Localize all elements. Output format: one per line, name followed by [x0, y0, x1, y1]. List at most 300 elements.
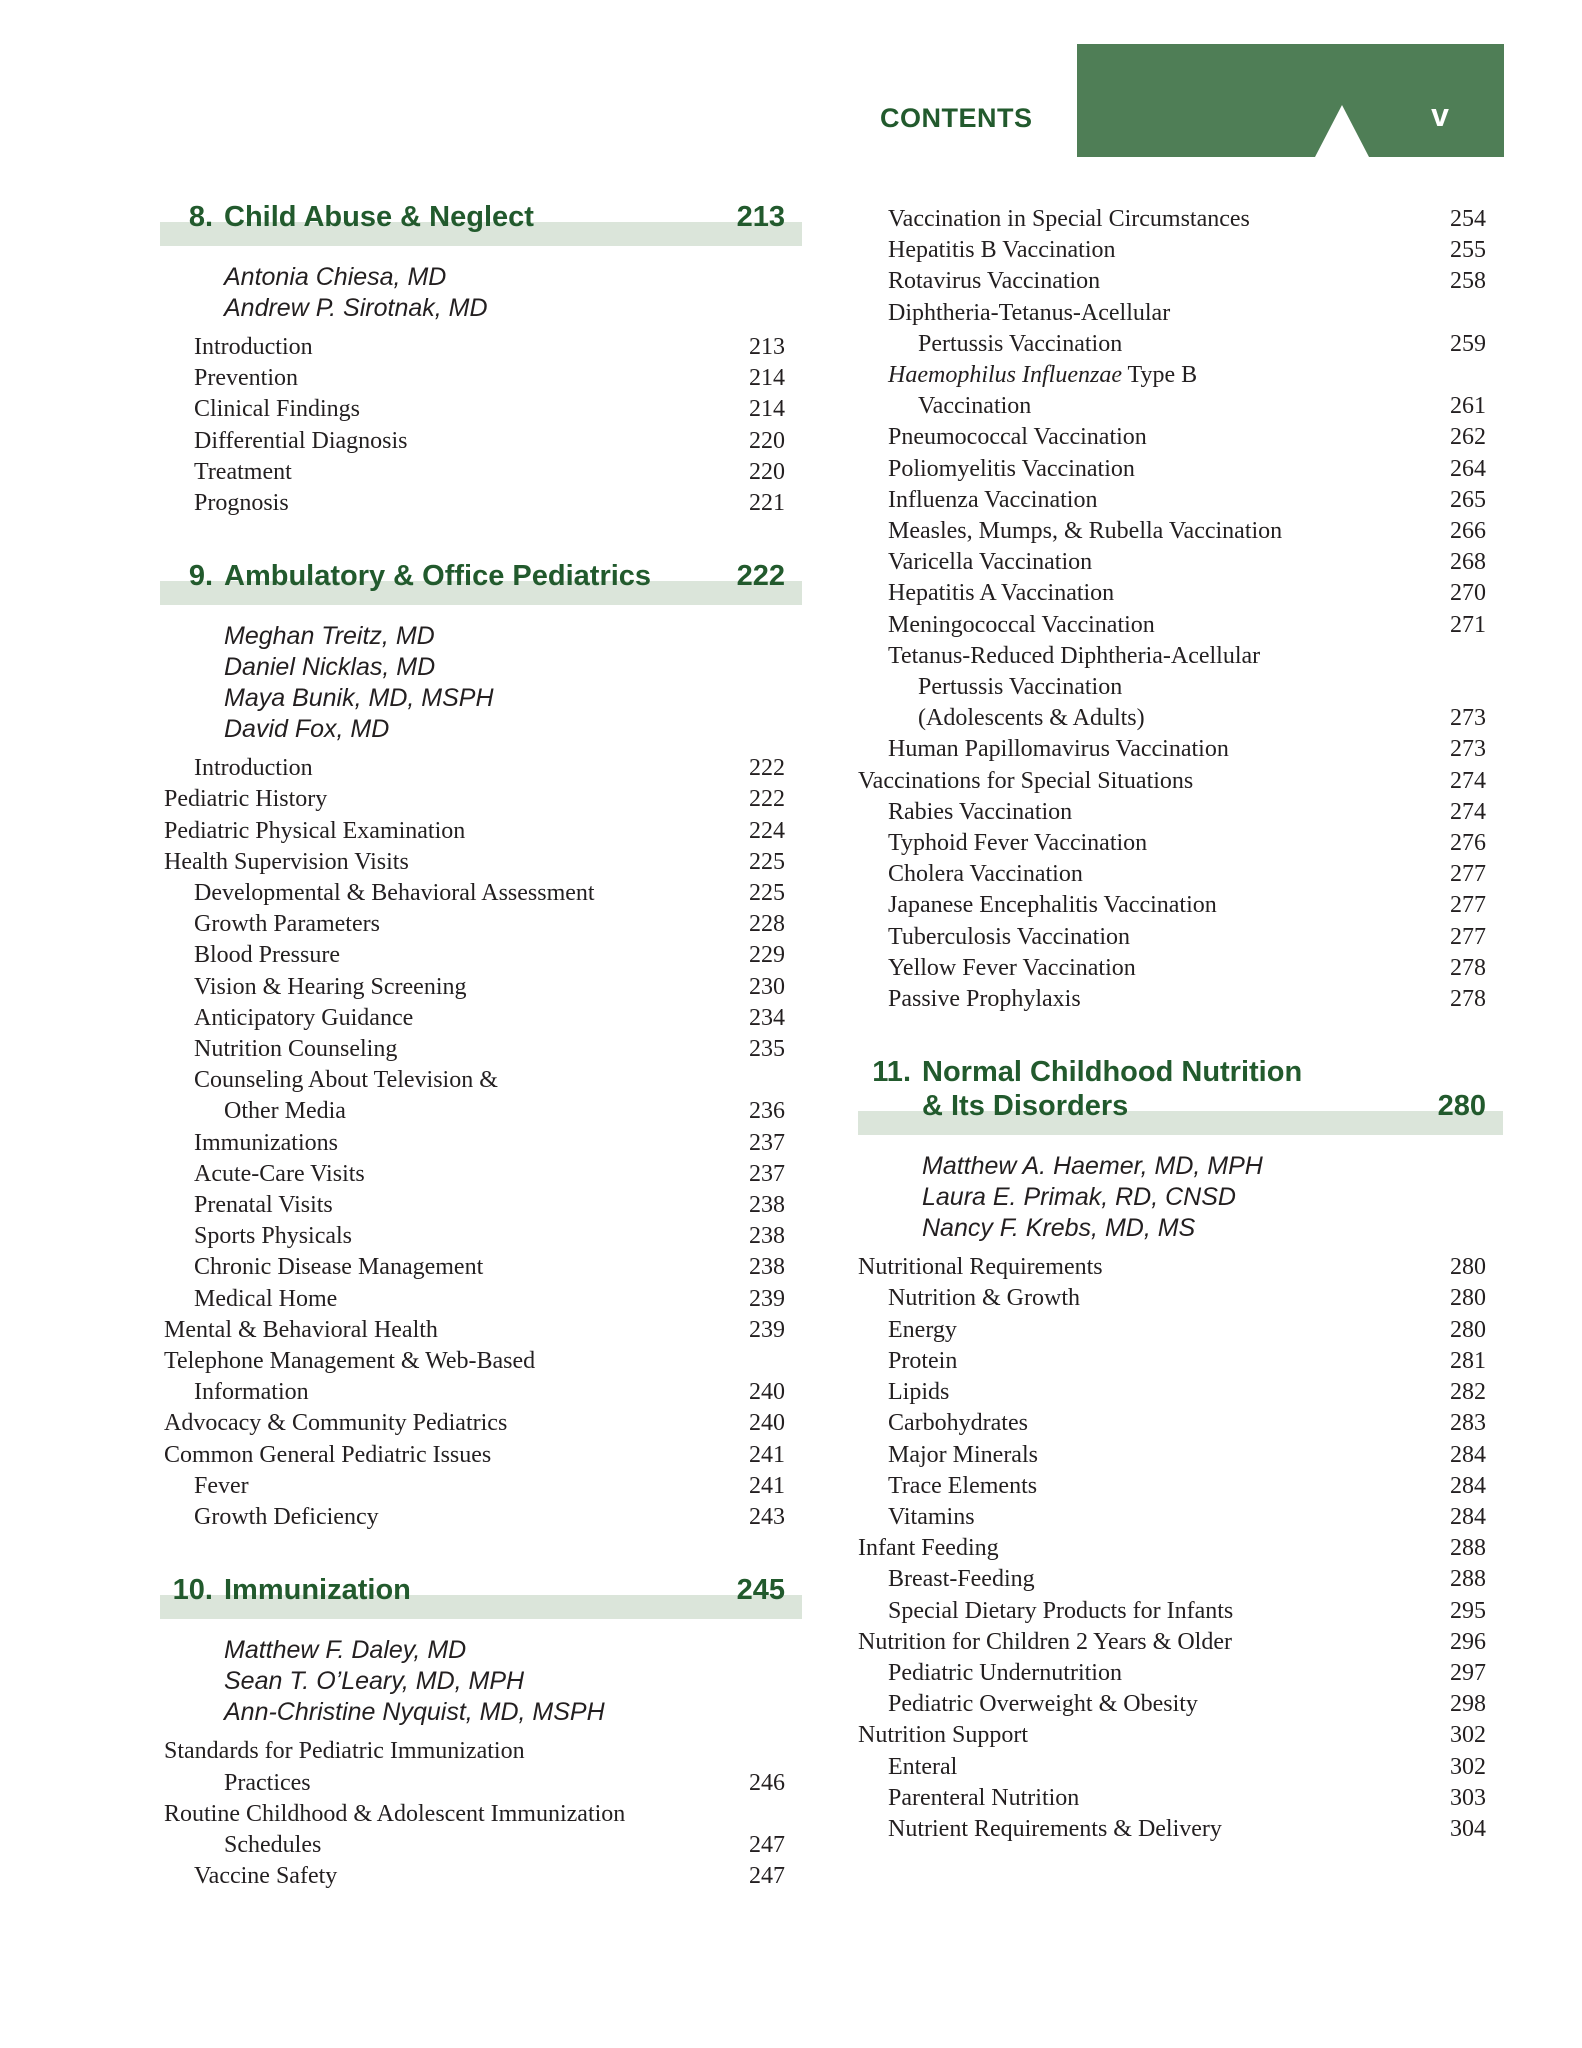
chapter-block [160, 559, 802, 1533]
chapter-spacer [858, 1015, 1503, 1055]
toc-entry-title [160, 1799, 725, 1861]
toc-entry-page: 258 [1450, 268, 1486, 295]
chapter-number: 10. [172, 1574, 213, 1607]
toc-entry[interactable] [858, 1814, 1503, 1845]
toc-entry-line: Growth Parameters [194, 911, 380, 938]
toc-entry-page: 237 [749, 1160, 785, 1187]
toc-entry-line: Haemophilus Influenzae Type B [888, 362, 1198, 389]
toc-entry[interactable] [858, 922, 1503, 953]
toc-entry-list [160, 332, 802, 519]
toc-entry[interactable] [858, 1252, 1503, 1283]
toc-entry-page: 284 [1450, 1472, 1486, 1499]
toc-entry-page: 278 [1450, 986, 1486, 1013]
toc-entry-page: 288 [1450, 1535, 1486, 1562]
toc-entry[interactable] [160, 1346, 802, 1408]
toc-entry-line: Rotavirus Vaccination [888, 268, 1101, 295]
toc-entry-line: Vaccinations for Special Situations [858, 767, 1194, 794]
toc-entry-page: 228 [749, 911, 785, 938]
toc-entry-line: Developmental & Behavioral Assessment [194, 880, 595, 907]
toc-entry-page: 283 [1450, 1410, 1486, 1437]
toc-entry-page: 246 [749, 1769, 785, 1796]
toc-entry-title [858, 1408, 1426, 1439]
chapter-number: 8. [188, 201, 213, 233]
toc-entry-title [858, 610, 1426, 641]
toc-entry-line: Introduction [194, 334, 313, 360]
toc-entry[interactable] [858, 953, 1503, 984]
toc-entry-page: 273 [1450, 736, 1486, 763]
chapter-block [160, 1573, 802, 1892]
toc-entry[interactable] [858, 1564, 1503, 1595]
toc-entry-page: 240 [749, 1410, 785, 1437]
toc-entry-page: 214 [749, 396, 785, 423]
chapter-title-text: Immunization [224, 1574, 411, 1607]
toc-entry-line: Common General Pediatric Issues [164, 1441, 492, 1468]
toc-entry[interactable] [160, 784, 802, 815]
toc-entry-page: 239 [749, 1316, 785, 1343]
toc-entry-line: Immunizations [194, 1129, 338, 1156]
toc-entry-title [160, 1440, 725, 1471]
toc-entry[interactable] [858, 1752, 1503, 1783]
toc-entry-title [160, 1284, 725, 1315]
chapter-heading[interactable] [160, 559, 802, 593]
toc-entry-line: Clinical Findings [194, 396, 361, 423]
toc-entry-page: 247 [749, 1863, 785, 1890]
toc-entry-title [858, 204, 1426, 235]
toc-entry-line: Introduction [194, 755, 313, 782]
chapter-title-text: Ambulatory & Office Pediatrics [224, 560, 652, 593]
toc-entry-title [858, 1814, 1426, 1845]
toc-entry-line: Lipids [888, 1379, 950, 1406]
toc-entry[interactable] [858, 485, 1503, 516]
toc-entry-line: Vitamins [888, 1503, 975, 1530]
toc-entry-line: Information [194, 1379, 309, 1406]
toc-entry-line: Routine Childhood & Adolescent Immunization [164, 1800, 626, 1827]
toc-entry-line: Blood Pressure [194, 942, 340, 969]
toc-entry-line: Nutrition Support [858, 1722, 1029, 1749]
toc-entry-page: 277 [1450, 923, 1486, 950]
toc-entry-page: 221 [749, 490, 785, 517]
toc-entry-title [160, 878, 725, 909]
toc-entry-page: 274 [1450, 798, 1486, 825]
toc-entry[interactable] [858, 1408, 1503, 1439]
toc-entry[interactable] [160, 940, 802, 971]
toc-entry[interactable] [160, 1284, 802, 1315]
toc-entry-line: Advocacy & Community Pediatrics [164, 1410, 508, 1437]
toc-entry-page: 262 [1450, 424, 1486, 451]
toc-entry[interactable] [858, 1440, 1503, 1471]
toc-entry-list [858, 1252, 1503, 1845]
toc-entry-line: Tuberculosis Vaccination [888, 923, 1130, 950]
toc-entry-line: Other Media [224, 1098, 346, 1125]
toc-entry-title [858, 578, 1426, 609]
toc-entry-title [858, 1783, 1426, 1814]
toc-entry-title [858, 1346, 1426, 1377]
chapter-spacer [160, 519, 802, 559]
toc-entry-page: 230 [749, 973, 785, 1000]
toc-entry-title [160, 1252, 725, 1283]
toc-entry-title [160, 1736, 725, 1798]
toc-entry-line: Pediatric Undernutrition [888, 1659, 1122, 1686]
toc-entry-title [858, 1533, 1426, 1564]
toc-entry-title [858, 1252, 1426, 1283]
toc-entry[interactable] [160, 1252, 802, 1283]
toc-entry[interactable] [858, 797, 1503, 828]
toc-entry[interactable] [160, 1736, 802, 1798]
chapter-authors [213, 1635, 802, 1728]
toc-entry-line: Nutrient Requirements & Delivery [888, 1815, 1222, 1842]
toc-entry[interactable] [858, 1689, 1503, 1720]
toc-entry[interactable] [858, 454, 1503, 485]
toc-entry-page: 268 [1450, 549, 1486, 576]
chapter-heading[interactable] [858, 1055, 1503, 1089]
toc-entry-line: Diphtheria-Tetanus-Acellular [888, 299, 1171, 326]
toc-entry-page: 224 [749, 817, 785, 844]
toc-entry-line: Enteral [888, 1753, 958, 1780]
toc-entry-title [858, 235, 1426, 266]
toc-entry-page: 213 [749, 334, 785, 360]
chapter-block [160, 200, 802, 519]
toc-entry-page: 241 [749, 1472, 785, 1499]
toc-entry[interactable] [858, 1502, 1503, 1533]
chapter-heading[interactable] [160, 1573, 802, 1607]
toc-entry-title [160, 1159, 725, 1190]
toc-entry-title [858, 422, 1426, 453]
toc-entry[interactable] [858, 422, 1503, 453]
chapter-title-text: Child Abuse & Neglect [224, 201, 534, 233]
toc-entry-line: Carbohydrates [888, 1410, 1028, 1437]
toc-entry-line: Mental & Behavioral Health [164, 1316, 438, 1343]
chapter-block [858, 1055, 1503, 1845]
toc-entry[interactable] [160, 394, 802, 425]
chapter-page: 245 [736, 1574, 785, 1607]
author-name: Matthew F. Daley, MD [224, 1636, 467, 1665]
toc-entry-title [858, 984, 1426, 1015]
toc-entry-title [160, 753, 725, 784]
toc-entry-page: 281 [1450, 1347, 1486, 1374]
toc-entry[interactable] [160, 1065, 802, 1127]
toc-entry-title [858, 953, 1426, 984]
toc-entry[interactable] [160, 363, 802, 394]
chapter-heading[interactable] [160, 200, 802, 234]
toc-entry-title [160, 426, 725, 457]
toc-entry[interactable] [160, 457, 802, 488]
toc-entry[interactable] [858, 1658, 1503, 1689]
toc-entry-line: Vaccine Safety [194, 1863, 338, 1890]
toc-entry-line: Differential Diagnosis [194, 427, 408, 454]
toc-entry-title [858, 266, 1426, 297]
toc-entry-title [160, 394, 725, 425]
toc-entry-title [858, 1627, 1426, 1658]
toc-entry-title [858, 734, 1426, 765]
author-name: Meghan Treitz, MD [224, 622, 435, 651]
toc-entry-line: Vision & Hearing Screening [194, 973, 467, 1000]
toc-entry[interactable] [858, 204, 1503, 235]
toc-entry-line: Standards for Pediatric Immunization [164, 1738, 525, 1765]
toc-entry-line: Passive Prophylaxis [888, 986, 1081, 1013]
toc-entry[interactable] [160, 488, 802, 519]
toc-entry-title [160, 909, 725, 940]
toc-entry[interactable] [160, 1861, 802, 1892]
chapter-title-text [922, 1055, 1503, 1089]
chapter-heading-line2 [858, 1089, 1503, 1123]
author-name: Sean T. O’Leary, MD, MPH [224, 1667, 525, 1696]
toc-entry-line: Protein [888, 1347, 958, 1374]
author-name: Daniel Nicklas, MD [224, 653, 436, 682]
toc-entry-line: Major Minerals [888, 1441, 1038, 1468]
toc-entry-line: Trace Elements [888, 1472, 1038, 1499]
toc-entry-line: Practices [224, 1769, 311, 1796]
header-notch-decoration [1315, 105, 1369, 157]
toc-entry-title [858, 1689, 1426, 1720]
toc-entry-title [160, 1471, 725, 1502]
toc-entry-page: 240 [749, 1379, 785, 1406]
toc-entry-line: Special Dietary Products for Infants [888, 1597, 1234, 1624]
toc-entry-line: Sports Physicals [194, 1223, 353, 1250]
toc-entry-title [858, 1315, 1426, 1346]
toc-entry-title [858, 1502, 1426, 1533]
author-name: Nancy F. Krebs, MD, MS [922, 1214, 1196, 1243]
toc-entry[interactable] [160, 1159, 802, 1190]
toc-entry-title [858, 641, 1426, 735]
chapter-number: 9. [188, 560, 213, 593]
toc-entry[interactable] [858, 890, 1503, 921]
toc-entry-line: Nutritional Requirements [858, 1254, 1103, 1281]
toc-entry-page: 280 [1450, 1316, 1486, 1343]
toc-entry[interactable] [160, 426, 802, 457]
toc-entry[interactable] [858, 1627, 1503, 1658]
toc-entry-page: 278 [1450, 954, 1486, 981]
chapter-page: 213 [736, 201, 785, 233]
toc-entry-italic: Haemophilus Influenzae [888, 362, 1122, 389]
running-head-label: CONTENTS [880, 103, 1033, 133]
toc-entry[interactable] [858, 360, 1503, 422]
toc-entry-title [160, 332, 725, 363]
toc-entry-title [858, 1440, 1426, 1471]
toc-entry[interactable] [858, 766, 1503, 797]
toc-entry-page: 261 [1450, 393, 1486, 420]
toc-entry-page: 225 [749, 848, 785, 875]
toc-entry-page: 229 [749, 942, 785, 969]
toc-entry-line: Counseling About Television & [194, 1067, 498, 1094]
toc-entry-title [858, 1471, 1426, 1502]
toc-entry-page: 274 [1450, 767, 1486, 794]
toc-entry[interactable] [858, 1377, 1503, 1408]
toc-entry[interactable] [160, 1221, 802, 1252]
toc-entry-line: Tetanus-Reduced Diphtheria-Acellular [888, 642, 1261, 669]
toc-entry-page: 222 [749, 786, 785, 813]
toc-entry-title [858, 922, 1426, 953]
toc-entry[interactable] [160, 878, 802, 909]
toc-entry-line: Telephone Management & Web-Based [164, 1348, 536, 1375]
toc-entry-line: Pneumococcal Vaccination [888, 424, 1147, 451]
toc-entry-line: Prevention [194, 365, 298, 392]
toc-entry-title [160, 940, 725, 971]
toc-entry-line: Schedules [224, 1831, 322, 1858]
toc-entry-line: Parenteral Nutrition [888, 1784, 1080, 1811]
toc-entry[interactable] [858, 578, 1503, 609]
toc-entry[interactable] [858, 1783, 1503, 1814]
toc-entry-title [858, 360, 1426, 422]
toc-entry-title [160, 1190, 725, 1221]
toc-entry-page: 303 [1450, 1784, 1486, 1811]
toc-entry-line: Nutrition Counseling [194, 1036, 398, 1063]
toc-entry-line: Nutrition & Growth [888, 1285, 1080, 1312]
chapter-title-text: & Its Disorders [922, 1090, 1129, 1123]
toc-entry-line: Cholera Vaccination [888, 861, 1083, 888]
toc-entry-title [858, 1752, 1426, 1783]
toc-entry-title [160, 1502, 725, 1533]
toc-entry[interactable] [160, 1502, 802, 1533]
toc-entry-title [858, 298, 1426, 360]
toc-entry-line: Pediatric Overweight & Obesity [888, 1691, 1198, 1718]
toc-entry-line: Chronic Disease Management [194, 1254, 484, 1281]
toc-entry[interactable] [160, 816, 802, 847]
toc-entry-title [160, 1128, 725, 1159]
author-name: Antonia Chiesa, MD [224, 263, 447, 291]
toc-entry-page: 264 [1450, 455, 1486, 482]
toc-entry-page: 288 [1450, 1566, 1486, 1593]
page-number: v [1431, 97, 1449, 133]
toc-entry[interactable] [160, 1799, 802, 1861]
toc-entry[interactable] [160, 847, 802, 878]
toc-entry-title [858, 454, 1426, 485]
toc-entry-line: Treatment [194, 458, 292, 485]
toc-entry[interactable] [858, 859, 1503, 890]
toc-entry-title [160, 1065, 725, 1127]
toc-entry-title [160, 847, 725, 878]
toc-entry-page: 295 [1450, 1597, 1486, 1624]
toc-entry[interactable] [160, 1190, 802, 1221]
toc-entry[interactable] [160, 332, 802, 363]
chapter-spacer [160, 1533, 802, 1573]
chapter-authors [213, 262, 802, 324]
toc-entry[interactable] [160, 1440, 802, 1471]
toc-entry[interactable] [160, 1034, 802, 1065]
toc-entry-page: 235 [749, 1036, 785, 1063]
toc-entry-page: 271 [1450, 611, 1486, 638]
toc-entry[interactable] [858, 298, 1503, 360]
toc-entry-page: 238 [749, 1254, 785, 1281]
toc-entry[interactable] [160, 909, 802, 940]
author-name: Andrew P. Sirotnak, MD [224, 294, 488, 322]
toc-entry[interactable] [858, 266, 1503, 297]
toc-entry-page: 266 [1450, 518, 1486, 545]
toc-entry-line: Nutrition for Children 2 Years & Older [858, 1628, 1232, 1655]
toc-entry-line: Typhoid Fever Vaccination [888, 830, 1148, 857]
toc-entry[interactable] [160, 1128, 802, 1159]
toc-entry[interactable] [858, 610, 1503, 641]
toc-entry-title [858, 1377, 1426, 1408]
toc-entry-line: Fever [194, 1472, 249, 1499]
toc-entry-page: 243 [749, 1504, 785, 1531]
toc-entry-title [160, 457, 725, 488]
continued-entry-list [858, 204, 1503, 1015]
chapter-title-line: Normal Childhood Nutrition [922, 1056, 1303, 1089]
toc-entry-page: 302 [1450, 1722, 1486, 1749]
toc-entry-page: 282 [1450, 1379, 1486, 1406]
toc-entry-page: 220 [749, 427, 785, 454]
toc-entry[interactable] [858, 547, 1503, 578]
toc-entry[interactable] [160, 753, 802, 784]
toc-entry-line: Japanese Encephalitis Vaccination [888, 892, 1217, 919]
toc-entry-page: 237 [749, 1129, 785, 1156]
toc-entry-line: (Adolescents & Adults) [918, 705, 1145, 732]
toc-entry-title [858, 1720, 1426, 1751]
toc-entry-page: 284 [1450, 1503, 1486, 1530]
toc-entry-page: 255 [1450, 237, 1486, 264]
toc-entry[interactable] [160, 1471, 802, 1502]
toc-entry[interactable] [160, 1315, 802, 1346]
chapter-authors [911, 1151, 1503, 1244]
author-name: David Fox, MD [224, 715, 390, 744]
toc-entry-page: 277 [1450, 861, 1486, 888]
toc-entry-page: 280 [1450, 1254, 1486, 1281]
toc-entry-title [858, 828, 1426, 859]
toc-entry[interactable] [858, 1283, 1503, 1314]
toc-entry-page: 214 [749, 365, 785, 392]
toc-entry-line: Measles, Mumps, & Rubella Vaccination [888, 518, 1283, 545]
toc-entry-page: 276 [1450, 830, 1486, 857]
toc-entry-title [858, 766, 1426, 797]
toc-entry-line: Infant Feeding [858, 1535, 999, 1562]
toc-entry-page: 284 [1450, 1441, 1486, 1468]
toc-entry-line: Hepatitis B Vaccination [888, 237, 1116, 264]
toc-entry-page: 225 [749, 880, 785, 907]
toc-entry[interactable] [858, 641, 1503, 735]
chapter-number: 11. [872, 1056, 911, 1089]
toc-entry-page: 222 [749, 755, 785, 782]
toc-entry-page: 236 [749, 1098, 785, 1125]
toc-entry[interactable] [858, 1720, 1503, 1751]
toc-entry-page: 270 [1450, 580, 1486, 607]
toc-entry[interactable] [858, 1346, 1503, 1377]
toc-entry[interactable] [160, 1408, 802, 1439]
toc-entry[interactable] [858, 1315, 1503, 1346]
toc-entry[interactable] [858, 516, 1503, 547]
toc-entry-page: 273 [1450, 705, 1486, 732]
toc-entry-line: Anticipatory Guidance [194, 1004, 414, 1031]
toc-entry[interactable] [160, 1003, 802, 1034]
toc-entry[interactable] [858, 828, 1503, 859]
toc-entry-title [160, 1315, 725, 1346]
toc-entry-page: 304 [1450, 1815, 1486, 1842]
toc-entry-title [858, 485, 1426, 516]
toc-entry[interactable] [858, 1533, 1503, 1564]
toc-entry-title [858, 859, 1426, 890]
toc-entry-title [858, 890, 1426, 921]
toc-entry-page: 254 [1450, 206, 1486, 232]
toc-entry[interactable] [858, 984, 1503, 1015]
chapter-page: 280 [1437, 1090, 1486, 1123]
toc-entry-line: Influenza Vaccination [888, 486, 1098, 513]
toc-entry-line: Breast-Feeding [888, 1566, 1035, 1593]
toc-entry-page: 239 [749, 1285, 785, 1312]
toc-entry[interactable] [858, 734, 1503, 765]
toc-entry-title [160, 1034, 725, 1065]
toc-entry-page: 220 [749, 458, 785, 485]
toc-entry-line: Yellow Fever Vaccination [888, 954, 1136, 981]
toc-entry[interactable] [160, 972, 802, 1003]
toc-right-column [858, 200, 1503, 1845]
toc-entry-line: Varicella Vaccination [888, 549, 1093, 576]
toc-entry[interactable] [858, 1471, 1503, 1502]
toc-entry[interactable] [858, 235, 1503, 266]
toc-entry-line: Prenatal Visits [194, 1192, 333, 1219]
toc-entry-title [160, 816, 725, 847]
toc-entry[interactable] [858, 1596, 1503, 1627]
author-name: Laura E. Primak, RD, CNSD [922, 1183, 1236, 1212]
toc-entry-page: 238 [749, 1192, 785, 1219]
